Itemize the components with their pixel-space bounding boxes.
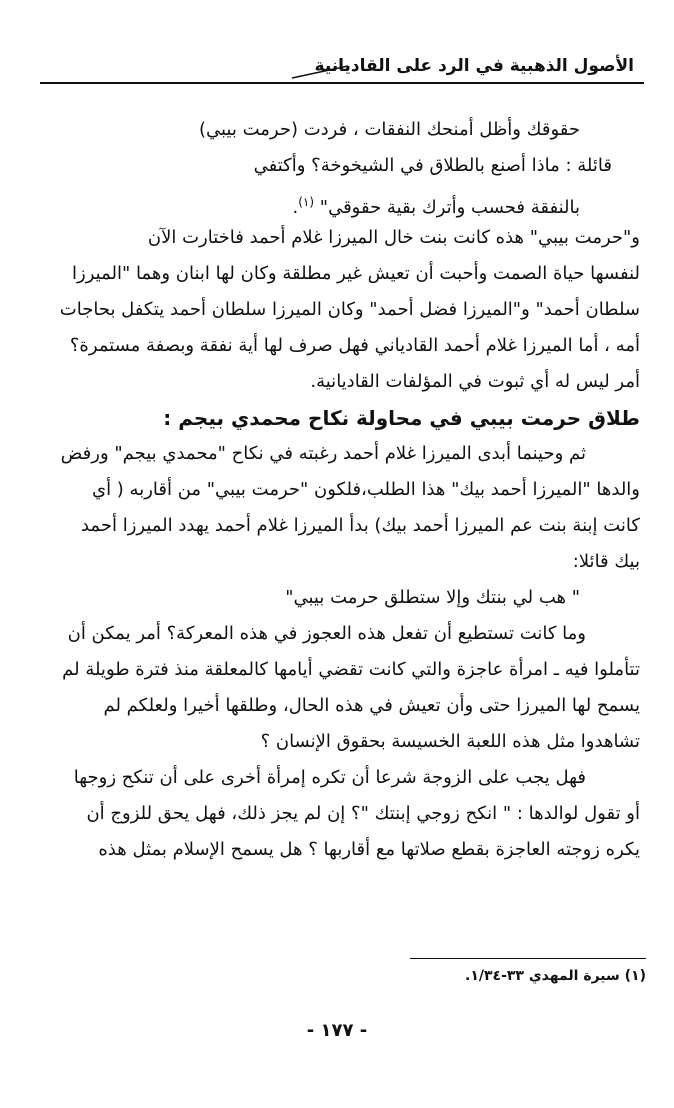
text-line: أمه ، أما الميرزا غلام أحمد القادياني فهل صرف لها أية نفقة وبصفة مستمرة؟ xyxy=(69,335,640,356)
text-line: سلطان أحمد" و"الميرزا فضل أحمد" وكان الميرزا سلطان أحمد يتكفل بحاجات xyxy=(59,299,640,320)
section-heading xyxy=(36,400,640,436)
main-text xyxy=(36,112,640,868)
text-line: حقوقك وأظل أمنحك النفقات ، فردت (حرمت بيبي) xyxy=(198,119,580,140)
text-line: ثم وحينما أبدى الميرزا غلام أحمد رغبته في نكاح "محمدي بيجم" ورفض xyxy=(60,443,586,464)
text-line: بالنفقة فحسب وأترك بقية حقوقي" $^{(١)}$. xyxy=(292,195,580,218)
text-line: يكره زوجته العاجزة بقطع صلاتها مع أقاربها ؟ هل يسمح الإسلام بمثل هذه xyxy=(98,839,640,860)
text-line: قائلة : ماذا أصنع بالطلاق في الشيخوخة؟ وأكتفي xyxy=(253,155,612,176)
text-line: يسمح لها الميرزا حتى وأن تعيش في هذه الحال، وطلقها أخيرا ولعلكم لم xyxy=(103,695,640,716)
text-line: تتأملوا فيه ـ امرأة عاجزة والتي كانت تقضي أيامها كالمعلقة منذ فترة طويلة لم xyxy=(62,659,640,680)
paragraph xyxy=(36,760,640,868)
text-line-content: بالنفقة فحسب وأترك بقية حقوقي" xyxy=(319,197,580,218)
paragraph xyxy=(36,220,640,400)
header-rule xyxy=(40,82,644,84)
header-title: الأصول الذهبية في الرد على القاديانية xyxy=(314,56,634,76)
footnote: (١) سيرة المهدي ٣٣-١/٣٤. xyxy=(464,968,646,984)
text-line: والدها "الميرزا أحمد بيك" هذا الطلب،فلكون "حرمت بيبي" من أقاربه ( أي xyxy=(91,479,640,500)
block-quote xyxy=(36,580,640,616)
text-line: أو تقول لوالدها : " انكح زوجي إبنتك "؟ إن لم يجز ذلك، فهل يحق للزوج أن xyxy=(86,803,640,824)
header-ornament xyxy=(290,60,350,80)
footnote-separator xyxy=(410,958,646,959)
text-line: تشاهدوا مثل هذه اللعبة الخسيسة بحقوق الإنسان ؟ xyxy=(260,731,640,752)
text-line: بيك قائلا: xyxy=(572,551,640,572)
text-line: لنفسها حياة الصمت وأحبت أن تعيش غير مطلقة وكان لها ابنان وهما "الميرزا xyxy=(72,263,640,284)
text-line: فهل يجب على الزوجة شرعا أن تكره إمرأة أخرى على أن تنكح زوجها xyxy=(73,767,586,788)
text-line: و"حرمت بيبي" هذه كانت بنت خال الميرزا غلام أحمد فاختارت الآن xyxy=(147,227,640,248)
footnote-reference: (١) xyxy=(298,195,315,209)
text-line: وما كانت تستطيع أن تفعل هذه العجوز في هذه المعركة؟ أمر يمكن أن xyxy=(67,623,586,644)
text-line: أمر ليس له أي ثبوت في المؤلفات القاديانية. xyxy=(310,371,640,392)
paragraph-quote-continuation xyxy=(36,112,640,220)
running-header xyxy=(40,50,644,90)
heading-text: طلاق حرمت بيبي في محاولة نكاح محمدي بيجم : xyxy=(163,406,640,430)
paragraph xyxy=(36,616,640,760)
page-number: - ١٧٧ - xyxy=(306,1020,368,1041)
paragraph xyxy=(36,436,640,580)
quote-line: " هب لي بنتك وإلا ستطلق حرمت بيبي" xyxy=(285,587,580,608)
text-line: كانت إبنة بنت عم الميرزا أحمد بيك) بدأ الميرزا غلام أحمد يهدد الميرزا أحمد xyxy=(80,515,640,536)
